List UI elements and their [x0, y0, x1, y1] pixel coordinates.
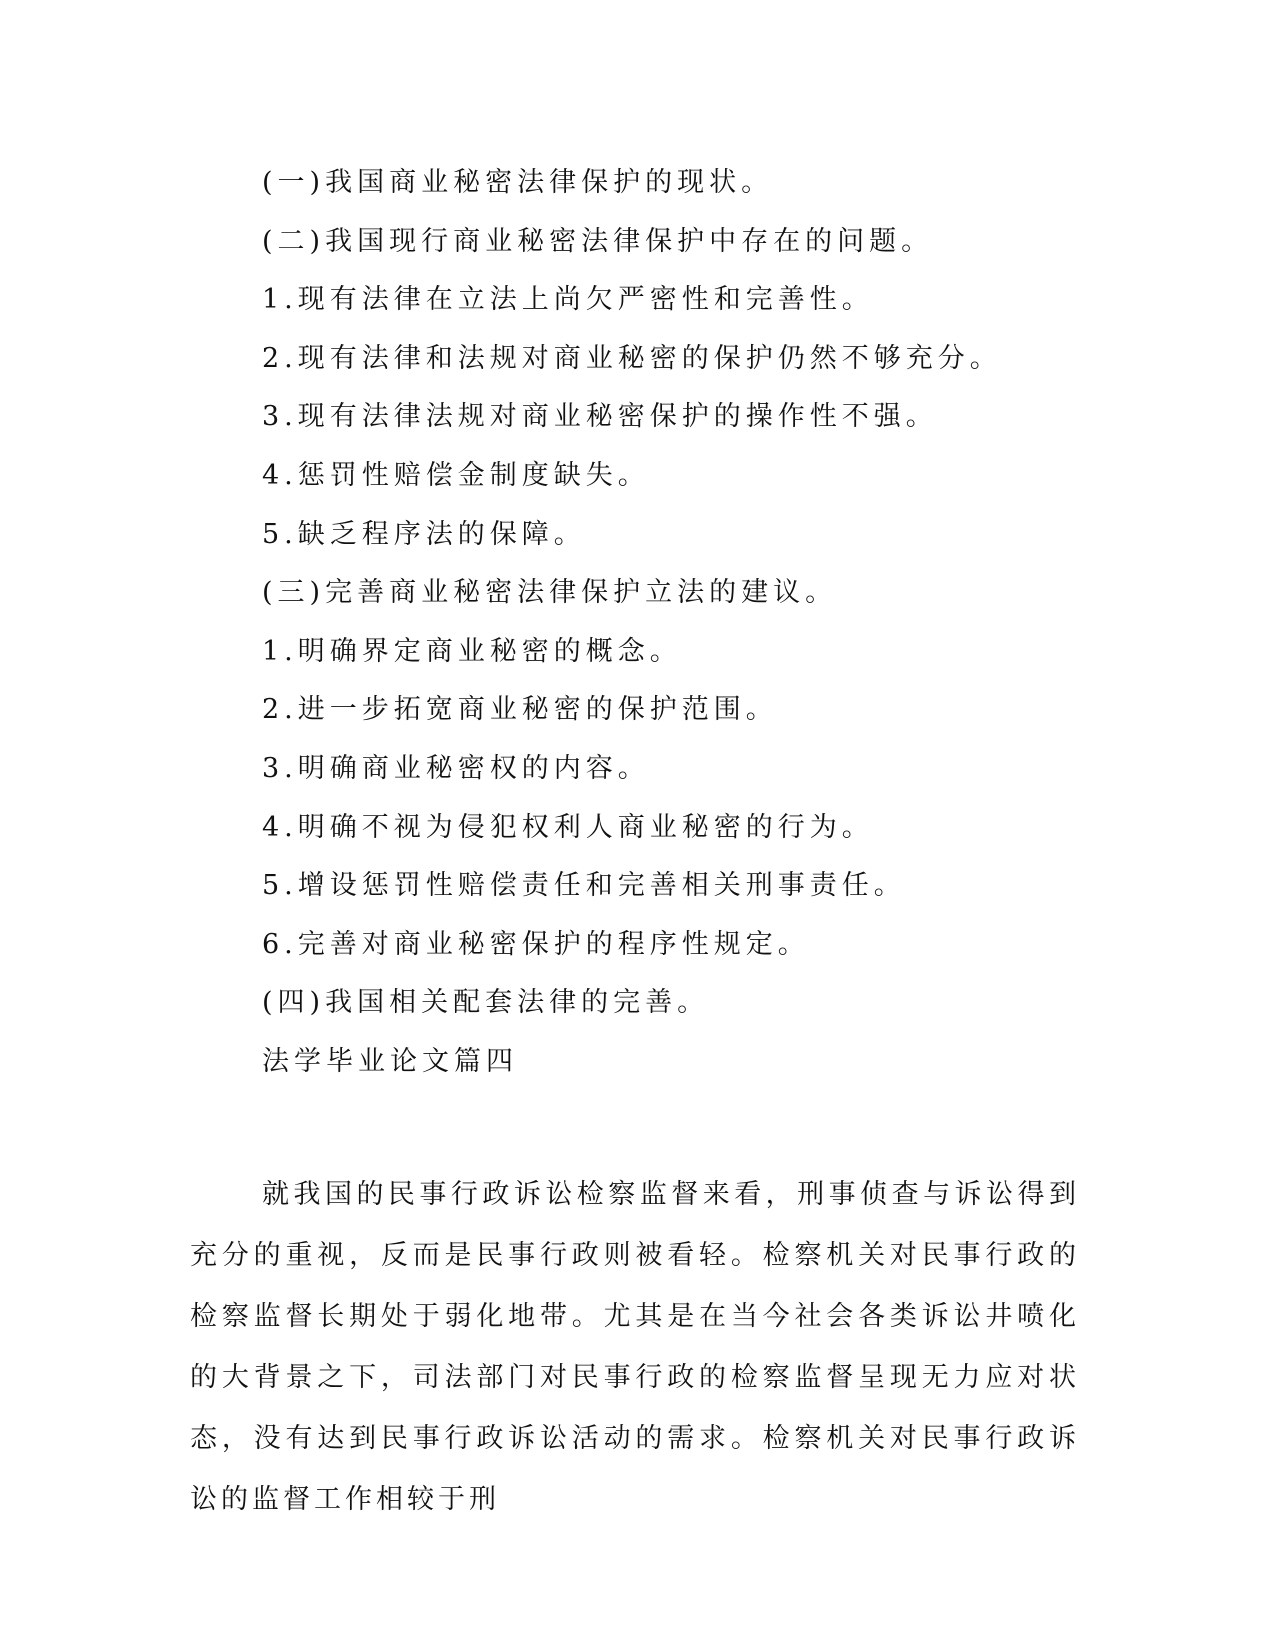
outline-item: 2.进一步拓宽商业秘密的保护范围。 [262, 694, 778, 725]
outline-item: 1.明确界定商业秘密的概念。 [262, 636, 682, 667]
outline-item: 3.现有法律法规对商业秘密保护的操作性不强。 [262, 401, 938, 432]
outline-item: 4.明确不视为侵犯权利人商业秘密的行为。 [262, 812, 874, 843]
outline-item: 3.明确商业秘密权的内容。 [262, 753, 650, 784]
outline-item: (四)我国相关配套法律的完善。 [262, 987, 710, 1018]
outline-item: 6.完善对商业秘密保护的程序性规定。 [262, 929, 810, 960]
outline-item: (三)完善商业秘密法律保护立法的建议。 [262, 577, 838, 608]
outline-item: 5.增设惩罚性赔偿责任和完善相关刑事责任。 [262, 870, 906, 901]
outline-item: (一)我国商业秘密法律保护的现状。 [262, 167, 774, 198]
outline-item: 2.现有法律和法规对商业秘密的保护仍然不够充分。 [262, 343, 1002, 374]
section-heading: 法学毕业论文篇四 [262, 1046, 518, 1077]
outline-item: 1.现有法律在立法上尚欠严密性和完善性。 [262, 284, 874, 315]
outline-item: 5.缺乏程序法的保障。 [262, 519, 586, 550]
outline-item: (二)我国现行商业秘密法律保护中存在的问题。 [262, 226, 934, 257]
body-paragraph: 就我国的民事行政诉讼检察监督来看，刑事侦查与诉讼得到充分的重视，反而是民事行政则被看轻。检察机关对民事行政的检察监督长期处于弱化地带。尤其是在当今社会各类诉讼井喷化的大背景之下，司法部门对民事行政的检察监督呈现无力应对状态，没有达到民事行政诉讼活动的需求。检察机关对民事行政诉讼的监督工作相较于刑 [190, 1179, 1080, 1515]
outline-item: 4.惩罚性赔偿金制度缺失。 [262, 460, 650, 491]
